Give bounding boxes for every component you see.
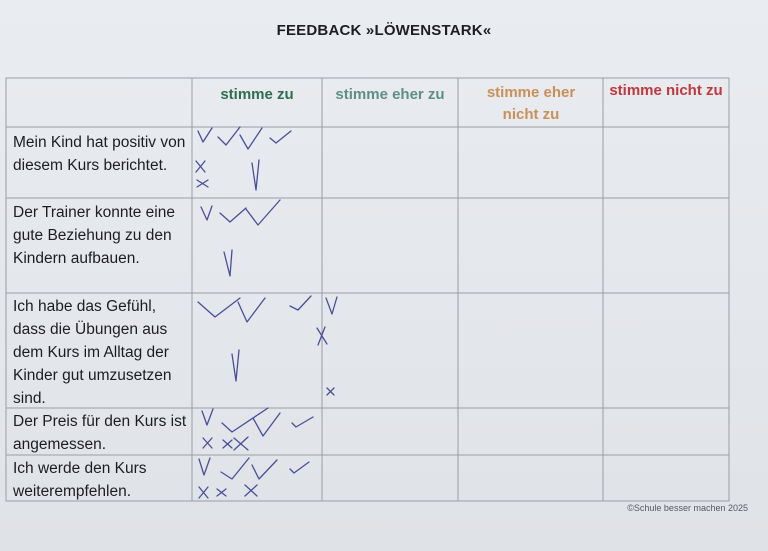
check-mark (232, 350, 239, 381)
statement-2: Der Trainer konnte eine gute Beziehung zu den Kindern aufbauen. (13, 204, 175, 267)
check-mark (326, 297, 337, 314)
check-mark (240, 128, 262, 149)
check-mark (270, 131, 291, 143)
column-header-label: stimme zu (220, 86, 294, 103)
column-header-stimme-nicht-zu (607, 80, 725, 102)
cross-mark (199, 487, 208, 498)
check-mark (253, 413, 280, 436)
statement-5: Ich werde den Kurs weiterempfehlen. (13, 460, 147, 500)
statement-3: Ich habe das Gefühl, dass die Übungen aus dem Kurs im Alltag der Kinder gut umzusetzen sind. (13, 298, 172, 407)
row3-marks (198, 296, 337, 395)
column-header-label: stimme eher nicht zu (486, 84, 576, 123)
cross-mark (223, 440, 232, 448)
column-header-stimme-eher-nicht-zu (476, 82, 586, 126)
column-header-stimme-zu (192, 84, 322, 106)
check-mark (238, 298, 265, 322)
page-title: FEEDBACK »LÖWENSTARK« (276, 22, 492, 39)
check-mark (220, 208, 246, 222)
statement-1: Mein Kind hat positiv von diesem Kurs berichtet. (13, 134, 186, 174)
cross-mark (327, 388, 334, 395)
check-mark (290, 462, 309, 473)
statement-4: Der Preis für den Kurs ist angemessen. (13, 413, 187, 453)
check-mark (198, 298, 240, 317)
column-header-label: stimme eher zu (335, 86, 445, 103)
check-mark (201, 206, 212, 220)
column-header-label: stimme nicht zu (609, 82, 723, 99)
column-header-stimme-eher-zu (322, 84, 458, 106)
check-mark (198, 128, 212, 142)
check-mark (246, 200, 280, 225)
row5-marks (199, 458, 309, 498)
check-mark (221, 458, 249, 479)
check-mark (199, 458, 210, 475)
cross-mark (197, 180, 208, 187)
cross-mark (196, 161, 205, 172)
check-mark (218, 127, 240, 145)
row2-marks (201, 200, 280, 276)
cross-mark (217, 489, 226, 496)
check-mark (252, 460, 277, 479)
row1-marks (196, 127, 291, 190)
check-mark (224, 250, 232, 276)
check-mark (292, 417, 313, 427)
check-mark (222, 408, 268, 432)
cross-mark (245, 485, 257, 496)
copyright-credit: ©Schule besser machen 2025 (627, 503, 748, 513)
row4-marks (202, 408, 313, 450)
cross-mark (234, 437, 248, 450)
check-mark (252, 160, 259, 190)
check-mark (202, 409, 213, 425)
cross-mark (203, 438, 212, 448)
check-mark (290, 296, 311, 310)
